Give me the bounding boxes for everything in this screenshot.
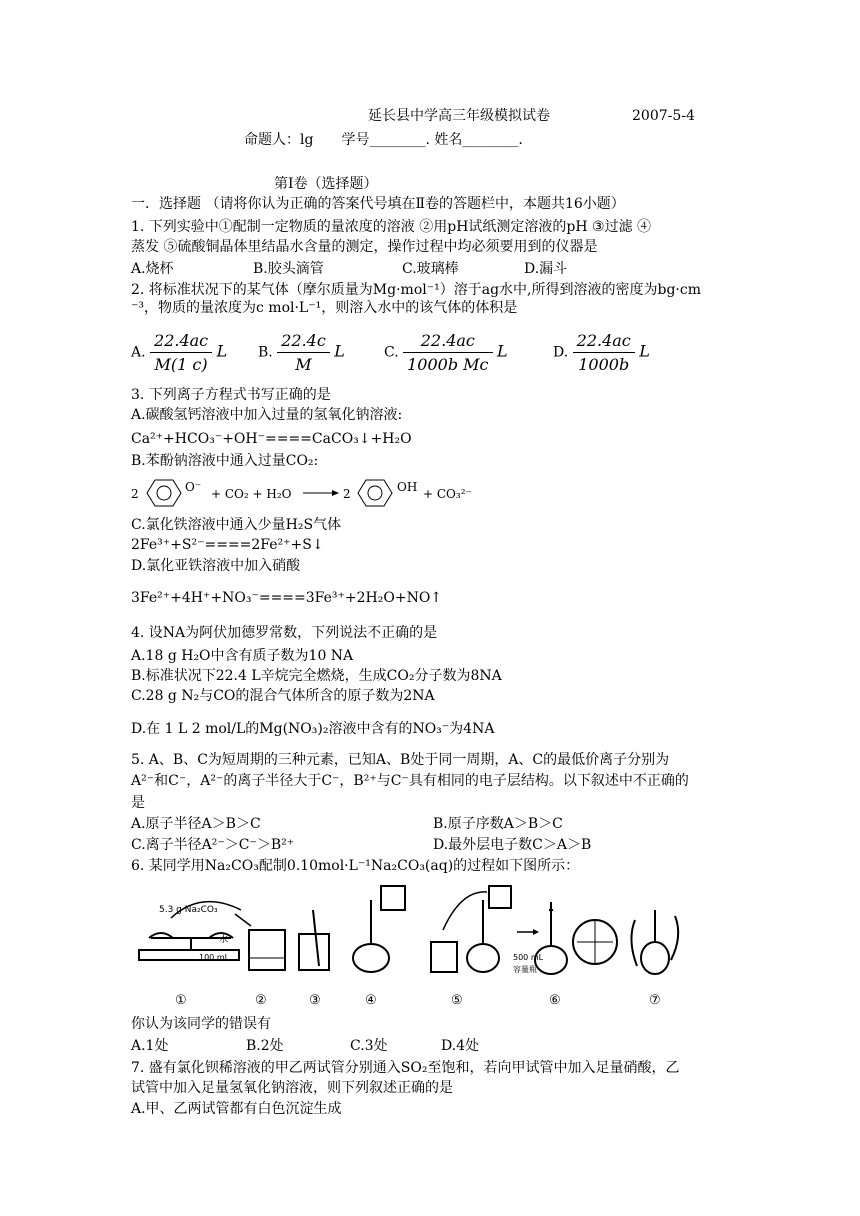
q2-option-d [553, 331, 650, 374]
q2-option-a-den: M(1 c) [154, 355, 208, 374]
q2-option-d-num: 22.4ac [573, 331, 635, 353]
q2-option-b-label: B. [258, 344, 273, 361]
q5-option-b: B.原子序数A＞B＞C [433, 816, 563, 832]
figure-step-5: ⑤ [451, 993, 463, 1008]
q2-option-d-fraction [573, 331, 635, 374]
section-instruction: 一．选择题 （请将你认为正确的答案代号填在Ⅱ卷的答题栏中，本题共16小题） [131, 196, 625, 212]
figure-step-6: ⑥ [549, 993, 561, 1008]
q2-option-b-fraction [277, 331, 330, 374]
q3-option-d: D.氯化亚铁溶液中加入硝酸 [131, 558, 301, 574]
q2-option-a-num: 22.4ac [150, 331, 212, 353]
q7-line2: 试管中加入足量氢氧化钠溶液，则下列叙述正确的是 [131, 1080, 453, 1096]
section-title: 第Ⅰ卷（选择题） [274, 176, 378, 192]
q2-line2: ⁻³，物质的量浓度为c mol·L⁻¹，则溶入水中的该气体的体积是 [131, 300, 518, 316]
q2-option-b-num: 22.4c [277, 331, 330, 353]
q4-option-a: A.18 g H₂O中含有质子数为10 NA [131, 648, 354, 664]
q2-option-c-fraction [403, 331, 492, 374]
q5-line1: 5. A、B、C为短周期的三种元素，已知A、B处于同一周期，A、C的最低价离子分别为 [131, 752, 670, 768]
q2-option-b [258, 331, 345, 374]
q6-option-a: A.1处 [131, 1038, 169, 1054]
q3-option-b-equation [131, 478, 472, 510]
benzene-ring-icon [145, 478, 183, 508]
q6-option-b: B.2处 [246, 1038, 284, 1054]
q2-option-b-unit: L [334, 341, 345, 361]
q6-option-d: D.4处 [441, 1038, 480, 1054]
q1-line2: 蒸发 ⑤硫酸铜晶体里结晶水含量的测定，操作过程中均必须要用到的仪器是 [131, 239, 598, 255]
solution-preparation-figure [131, 880, 691, 1010]
q2-option-a-label: A. [131, 344, 146, 361]
q2-option-d-unit: L [639, 341, 650, 361]
q5-option-c: C.离子半径A²⁻＞C⁻＞B²⁺ [131, 837, 295, 853]
q3-stem: 3. 下列离子方程式书写正确的是 [131, 387, 331, 403]
q4-option-c: C.28 g N₂与CO的混合气体所含的原子数为2NA [131, 688, 435, 704]
q4-option-b: B.标准状况下22.4 L辛烷完全燃烧，生成CO₂分子数为8NA [131, 668, 502, 684]
q5-option-a: A.原子半径A＞B＞C [131, 816, 261, 832]
q5-line2: A²⁻和C⁻，A²⁻的离子半径大于C⁻，B²⁺与C⁻具有相同的电子层结构。以下叙述中不正确的 [131, 773, 689, 789]
q1-option-c: C.玻璃棒 [402, 261, 459, 277]
q2-option-d-label: D. [553, 344, 569, 361]
q2-option-c-label: C. [384, 344, 399, 361]
figure-flask-label-2: 容量瓶 [513, 965, 537, 974]
q1-option-d: D.漏斗 [524, 261, 568, 277]
figure-flask-label: 500 mL [513, 953, 544, 962]
q5-option-d: D.最外层电子数C＞A＞B [433, 837, 592, 853]
figure-step-4: ④ [365, 993, 377, 1008]
q1-option-a: A.烧杯 [131, 261, 174, 277]
q6-stem: 6. 某同学用Na₂CO₃配制0.10mol·L⁻¹Na₂CO₃(aq)的过程如下图所示： [131, 858, 580, 874]
exam-date: 2007-5-4 [632, 108, 695, 124]
q2-option-d-den: 1000b [578, 355, 630, 374]
reaction-arrow-icon [303, 488, 339, 498]
left-coefficient: 2 [131, 487, 139, 501]
exam-title: 延长县中学高三年级模拟试卷 [368, 108, 550, 124]
q2-option-a [131, 331, 227, 374]
q2-option-a-fraction [150, 331, 212, 374]
figure-step-1: ① [175, 993, 187, 1008]
q3-option-c: C.氯化铁溶液中通入少量H₂S气体 [131, 517, 342, 533]
q7-option-a: A.甲、乙两试管都有白色沉淀生成 [131, 1101, 342, 1117]
product: + CO₃²⁻ [423, 487, 472, 501]
q4-stem: 4. 设NA为阿伏加德罗常数，下列说法不正确的是 [131, 625, 438, 641]
q6-question: 你认为该同学的错误有 [131, 1016, 271, 1032]
q6-option-c: C.3处 [350, 1038, 388, 1054]
figure-mass-label: 5.3 g Na₂CO₃ [159, 905, 218, 915]
q2-line1: 2. 将标准状况下的某气体（摩尔质量为Mg·mol⁻¹）溶于ag水中,所得到溶液的密度为bg·cm [131, 282, 701, 298]
figure-water-label: 水 [219, 935, 229, 945]
q3-option-d-equation: 3Fe²⁺+4H⁺+NO₃⁻====3Fe³⁺+2H₂O+NO↑ [131, 590, 443, 606]
reagents: + CO₂ + H₂O [211, 487, 292, 501]
q2-option-b-den: M [295, 355, 312, 374]
q7-line1: 7. 盛有氯化钡稀溶液的甲乙两试管分别通入SO₂至饱和，若向甲试管中加入足量硝酸，乙 [131, 1060, 680, 1076]
q1-option-b: B.胶头滴管 [253, 261, 324, 277]
q2-option-a-unit: L [216, 341, 228, 361]
figure-water-volume: 100 mL [199, 953, 230, 962]
q3-option-a: A.碳酸氢钙溶液中加入过量的氢氧化钠溶液: [131, 407, 403, 423]
left-substituent: O⁻ [185, 480, 202, 494]
q1-line1: 1. 下列实验中①配制一定物质的量浓度的溶液 ②用pH试纸测定溶液的pH ③过滤 ④ [131, 219, 652, 235]
q2-option-c [384, 331, 508, 374]
figure-step-2: ② [255, 993, 267, 1008]
q3-option-c-equation: 2Fe³⁺+S²⁻====2Fe²⁺+S↓ [131, 537, 324, 553]
q2-option-c-den: 1000b Mc [407, 355, 489, 374]
benzene-ring-icon [356, 478, 394, 508]
q4-option-d: D.在 1 L 2 mol/L的Mg(NO₃)₂溶液中含有的NO₃⁻为4NA [131, 721, 495, 737]
q3-option-a-equation: Ca²⁺+HCO₃⁻+OH⁻====CaCO₃↓+H₂O [131, 431, 412, 447]
q5-line3: 是 [131, 795, 145, 811]
q2-option-c-num: 22.4ac [403, 331, 492, 353]
figure-step-7: ⑦ [649, 993, 661, 1008]
right-substituent: OH [397, 480, 418, 494]
figure-step-3: ③ [309, 993, 321, 1008]
q2-option-c-unit: L [496, 341, 508, 361]
right-coefficient: 2 [343, 487, 351, 501]
author-line: 命题人：lg 学号________. 姓名________. [244, 132, 523, 148]
q3-option-b: B.苯酚钠溶液中通入过量CO₂: [131, 453, 319, 469]
